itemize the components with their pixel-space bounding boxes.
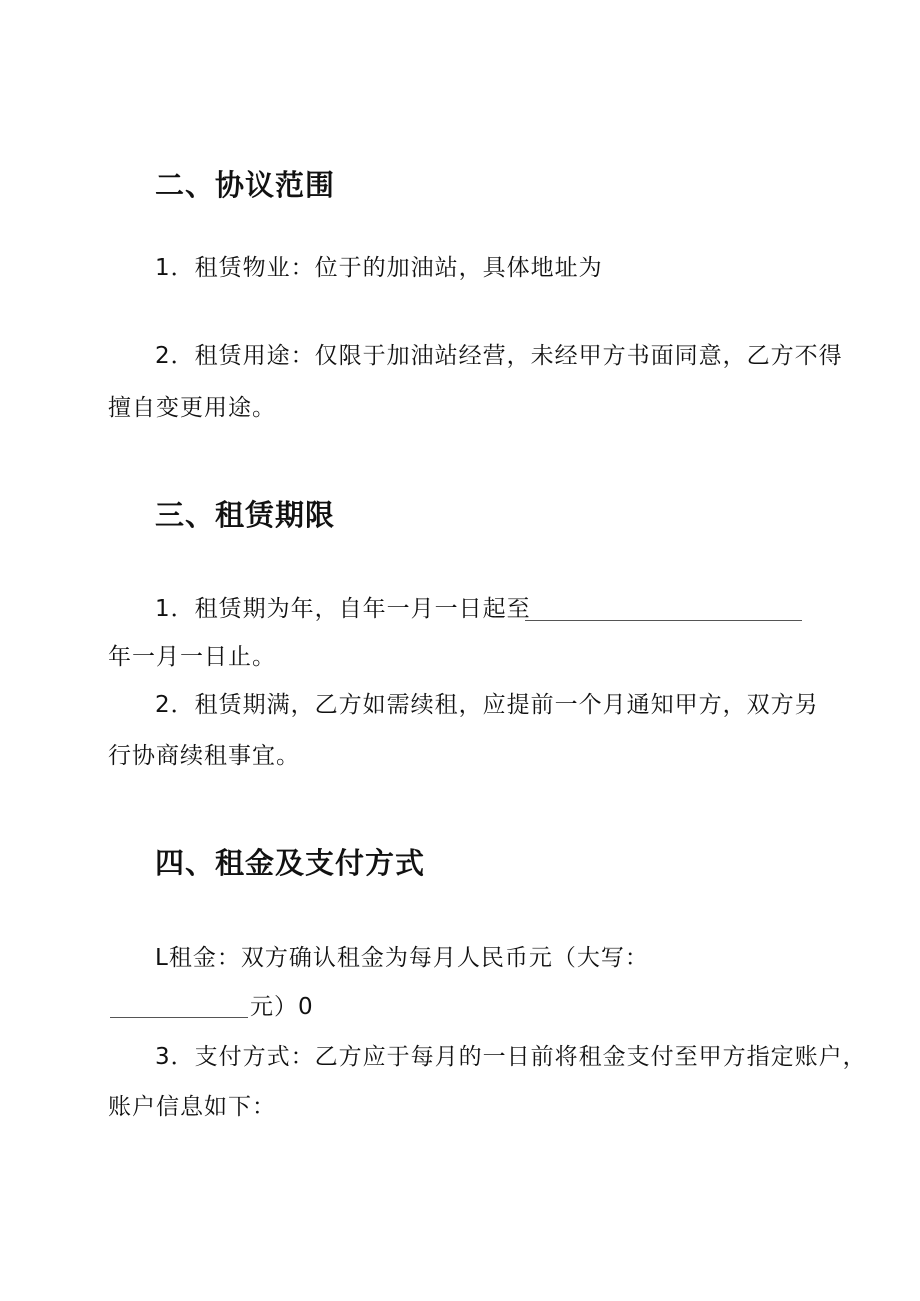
paragraph-line: 擅自变更用途。: [108, 395, 276, 421]
paragraph-line: 3．支付方式：乙方应于每月的一日前将租金支付至甲方指定账户，: [155, 1044, 867, 1070]
paragraph-line: 账户信息如下：: [108, 1094, 276, 1120]
paragraph-line: 元）0: [250, 994, 314, 1020]
section-heading-lease-term: 三、租赁期限: [155, 498, 336, 532]
fill-in-blank: [525, 620, 802, 621]
paragraph-line: 1．租赁物业：位于的加油站，具体地址为: [155, 255, 603, 281]
paragraph-line: 1．租赁期为年，自年一月一日起至: [155, 596, 531, 622]
paragraph-line: L租金：双方确认租金为每月人民币元（大写：: [155, 945, 649, 971]
paragraph-line: 行协商续租事宜。: [108, 743, 300, 769]
section-heading-scope: 二、协议范围: [155, 168, 336, 202]
paragraph-line: 2．租赁用途：仅限于加油站经营，未经甲方书面同意，乙方不得: [155, 343, 843, 369]
fill-in-blank: [110, 1017, 248, 1018]
section-heading-rent-payment: 四、租金及支付方式: [155, 846, 426, 880]
paragraph-line: 年一月一日止。: [108, 644, 276, 670]
paragraph-line: 2．租赁期满，乙方如需续租，应提前一个月通知甲方，双方另: [155, 692, 819, 718]
